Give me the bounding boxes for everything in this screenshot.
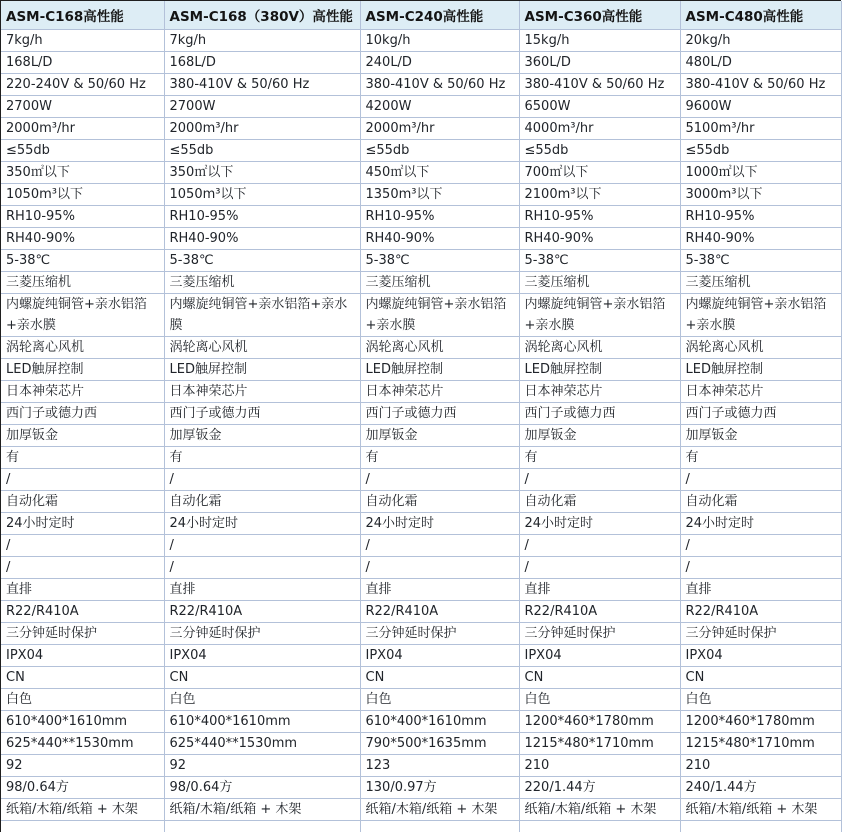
table-row: [1, 578, 841, 600]
table-cell: 白色: [360, 688, 519, 710]
table-cell: IPX04: [164, 644, 360, 666]
table-cell: 5-38℃: [519, 249, 680, 271]
table-cell: 三菱压缩机: [680, 271, 841, 293]
table-cell: /: [360, 556, 519, 578]
table-cell-empty: [1, 820, 164, 832]
table-cell: 内螺旋纯铜管+亲水铝箔+亲水膜: [360, 293, 519, 336]
table-cell: 西门子或德力西: [1, 402, 164, 424]
table-row: [1, 293, 841, 336]
table-cell: RH40-90%: [519, 227, 680, 249]
table-cell: 日本神荣芯片: [1, 380, 164, 402]
column-header: ASM-C360高性能: [519, 1, 680, 29]
table-row: [1, 710, 841, 732]
table-row: [1, 336, 841, 358]
table-cell: /: [519, 468, 680, 490]
table-cell: 4200W: [360, 95, 519, 117]
table-row: [1, 666, 841, 688]
table-cell: 有: [360, 446, 519, 468]
table-cell: 自动化霜: [360, 490, 519, 512]
partial-empty-row: [1, 820, 841, 832]
table-cell: 西门子或德力西: [164, 402, 360, 424]
table-cell: 20kg/h: [680, 29, 841, 51]
product-spec-table: [1, 1, 842, 832]
table-cell: 24小时定时: [360, 512, 519, 534]
table-cell: 168L/D: [164, 51, 360, 73]
table-cell: 有: [519, 446, 680, 468]
table-cell: 白色: [164, 688, 360, 710]
table-cell: 涡轮离心风机: [164, 336, 360, 358]
table-cell: 涡轮离心风机: [1, 336, 164, 358]
table-cell: 168L/D: [1, 51, 164, 73]
column-header: ASM-C168高性能: [1, 1, 164, 29]
table-cell: 1200*460*1780mm: [680, 710, 841, 732]
table-cell: 内螺旋纯铜管+亲水铝箔+亲水膜: [164, 293, 360, 336]
table-cell: IPX04: [680, 644, 841, 666]
table-cell: /: [360, 534, 519, 556]
table-cell: 纸箱/木箱/纸箱 + 木架: [1, 798, 164, 820]
table-cell: RH40-90%: [1, 227, 164, 249]
table-cell: 白色: [519, 688, 680, 710]
table-cell: R22/R410A: [1, 600, 164, 622]
table-cell: 涡轮离心风机: [519, 336, 680, 358]
table-cell: R22/R410A: [519, 600, 680, 622]
table-cell: 1350m³以下: [360, 183, 519, 205]
table-cell: 涡轮离心风机: [680, 336, 841, 358]
table-cell: 380-410V & 50/60 Hz: [680, 73, 841, 95]
table-cell: IPX04: [519, 644, 680, 666]
table-cell: 625*440**1530mm: [164, 732, 360, 754]
table-cell: /: [519, 556, 680, 578]
table-cell: 5100m³/hr: [680, 117, 841, 139]
table-cell: 三分钟延时保护: [519, 622, 680, 644]
table-cell: 白色: [680, 688, 841, 710]
table-cell: 2700W: [164, 95, 360, 117]
table-cell: 加厚钣金: [164, 424, 360, 446]
table-cell: 日本神荣芯片: [519, 380, 680, 402]
table-cell-empty: [360, 820, 519, 832]
table-cell: 三菱压缩机: [164, 271, 360, 293]
table-cell: 加厚钣金: [519, 424, 680, 446]
table-row: [1, 556, 841, 578]
table-cell: 加厚钣金: [680, 424, 841, 446]
table-cell: LED触屏控制: [360, 358, 519, 380]
table-row: [1, 468, 841, 490]
table-cell: /: [164, 468, 360, 490]
table-cell: 24小时定时: [680, 512, 841, 534]
header-row: [1, 1, 841, 29]
table-row: [1, 29, 841, 51]
table-cell: 直排: [1, 578, 164, 600]
table-cell: 700㎡以下: [519, 161, 680, 183]
table-row: [1, 776, 841, 798]
table-row: [1, 139, 841, 161]
table-cell: 1215*480*1710mm: [519, 732, 680, 754]
table-cell: /: [1, 556, 164, 578]
table-row: [1, 402, 841, 424]
column-header: ASM-C168（380V）高性能: [164, 1, 360, 29]
table-cell: 24小时定时: [1, 512, 164, 534]
table-cell: 直排: [680, 578, 841, 600]
table-row: [1, 51, 841, 73]
table-row: [1, 534, 841, 556]
table-cell: 480L/D: [680, 51, 841, 73]
table-cell: 西门子或德力西: [680, 402, 841, 424]
table-row: [1, 490, 841, 512]
table-cell: 3000m³以下: [680, 183, 841, 205]
table-row: [1, 622, 841, 644]
table-cell: 210: [680, 754, 841, 776]
table-cell: 790*500*1635mm: [360, 732, 519, 754]
table-cell: /: [519, 534, 680, 556]
table-cell: 加厚钣金: [360, 424, 519, 446]
table-cell: 直排: [360, 578, 519, 600]
table-cell: 1200*460*1780mm: [519, 710, 680, 732]
table-row: [1, 446, 841, 468]
table-cell: RH10-95%: [1, 205, 164, 227]
table-cell: 360L/D: [519, 51, 680, 73]
table-cell: IPX04: [360, 644, 519, 666]
table-row: [1, 95, 841, 117]
table-cell: 纸箱/木箱/纸箱 + 木架: [519, 798, 680, 820]
table-cell: LED触屏控制: [680, 358, 841, 380]
table-cell: 123: [360, 754, 519, 776]
table-cell: 1215*480*1710mm: [680, 732, 841, 754]
table-cell: 610*400*1610mm: [164, 710, 360, 732]
table-cell: 380-410V & 50/60 Hz: [164, 73, 360, 95]
table-cell: RH10-95%: [519, 205, 680, 227]
table-cell: 涡轮离心风机: [360, 336, 519, 358]
table-cell: ≤55db: [519, 139, 680, 161]
table-cell: /: [164, 556, 360, 578]
column-header: ASM-C240高性能: [360, 1, 519, 29]
table-cell: 9600W: [680, 95, 841, 117]
table-cell: 2700W: [1, 95, 164, 117]
table-cell: 内螺旋纯铜管+亲水铝箔+亲水膜: [519, 293, 680, 336]
table-row: [1, 754, 841, 776]
table-cell: 15kg/h: [519, 29, 680, 51]
table-cell: CN: [1, 666, 164, 688]
table-cell: LED触屏控制: [519, 358, 680, 380]
table-cell: RH40-90%: [680, 227, 841, 249]
table-cell-empty: [680, 820, 841, 832]
table-row: [1, 600, 841, 622]
table-cell: 92: [1, 754, 164, 776]
table-cell: /: [1, 534, 164, 556]
table-cell: 98/0.64方: [164, 776, 360, 798]
table-cell: RH10-95%: [164, 205, 360, 227]
table-cell: R22/R410A: [360, 600, 519, 622]
table-cell: RH40-90%: [164, 227, 360, 249]
table-row: [1, 73, 841, 95]
table-cell: 220-240V & 50/60 Hz: [1, 73, 164, 95]
table-row: [1, 732, 841, 754]
table-cell: 内螺旋纯铜管+亲水铝箔+亲水膜: [680, 293, 841, 336]
table-cell: /: [164, 534, 360, 556]
column-header: ASM-C480高性能: [680, 1, 841, 29]
table-cell: 有: [1, 446, 164, 468]
table-cell: 380-410V & 50/60 Hz: [519, 73, 680, 95]
table-row: [1, 117, 841, 139]
table-row: [1, 183, 841, 205]
table-row: [1, 688, 841, 710]
table-cell: 1050m³以下: [164, 183, 360, 205]
table-cell: 92: [164, 754, 360, 776]
table-cell: 610*400*1610mm: [1, 710, 164, 732]
table-cell: 350㎡以下: [164, 161, 360, 183]
table-cell: RH10-95%: [680, 205, 841, 227]
table-row: [1, 424, 841, 446]
table-cell: ≤55db: [1, 139, 164, 161]
table-cell: 日本神荣芯片: [164, 380, 360, 402]
table-cell: 西门子或德力西: [360, 402, 519, 424]
table-cell: 98/0.64方: [1, 776, 164, 798]
table-cell: 350㎡以下: [1, 161, 164, 183]
table-cell: 1050m³以下: [1, 183, 164, 205]
table-cell: 三菱压缩机: [519, 271, 680, 293]
table-row: [1, 271, 841, 293]
table-row: [1, 249, 841, 271]
table-cell: CN: [164, 666, 360, 688]
table-cell: LED触屏控制: [1, 358, 164, 380]
table-cell: 内螺旋纯铜管+亲水铝箔+亲水膜: [1, 293, 164, 336]
table-cell: RH40-90%: [360, 227, 519, 249]
table-cell: 24小时定时: [164, 512, 360, 534]
table-cell: 2000m³/hr: [360, 117, 519, 139]
table-cell-empty: [519, 820, 680, 832]
table-cell: /: [1, 468, 164, 490]
table-cell: 有: [680, 446, 841, 468]
table-cell: 1000㎡以下: [680, 161, 841, 183]
table-cell: 7kg/h: [164, 29, 360, 51]
table-cell: 7kg/h: [1, 29, 164, 51]
table-cell: 450㎡以下: [360, 161, 519, 183]
table-cell: 2000m³/hr: [1, 117, 164, 139]
table-cell: 西门子或德力西: [519, 402, 680, 424]
table-cell: 625*440**1530mm: [1, 732, 164, 754]
table-cell: RH10-95%: [360, 205, 519, 227]
table-cell: CN: [519, 666, 680, 688]
table-cell: 三分钟延时保护: [164, 622, 360, 644]
table-cell: ≤55db: [164, 139, 360, 161]
table-cell: /: [680, 534, 841, 556]
table-cell: 2100m³以下: [519, 183, 680, 205]
table-cell: 三菱压缩机: [360, 271, 519, 293]
table-cell: IPX04: [1, 644, 164, 666]
table-cell: 纸箱/木箱/纸箱 + 木架: [164, 798, 360, 820]
table-row: [1, 205, 841, 227]
table-cell: 130/0.97方: [360, 776, 519, 798]
table-cell: LED触屏控制: [164, 358, 360, 380]
table-cell: 三分钟延时保护: [1, 622, 164, 644]
table-cell: 380-410V & 50/60 Hz: [360, 73, 519, 95]
table-cell: 日本神荣芯片: [360, 380, 519, 402]
table-cell: 自动化霜: [164, 490, 360, 512]
table-row: [1, 644, 841, 666]
table-cell: R22/R410A: [164, 600, 360, 622]
table-cell: 4000m³/hr: [519, 117, 680, 139]
table-cell: 10kg/h: [360, 29, 519, 51]
table-row: [1, 358, 841, 380]
table-cell: 24小时定时: [519, 512, 680, 534]
table-cell: 三分钟延时保护: [680, 622, 841, 644]
table-cell: 有: [164, 446, 360, 468]
table-cell: CN: [680, 666, 841, 688]
table-cell: 加厚钣金: [1, 424, 164, 446]
table-cell: 三分钟延时保护: [360, 622, 519, 644]
table-cell: /: [360, 468, 519, 490]
table-row: [1, 161, 841, 183]
table-cell: R22/R410A: [680, 600, 841, 622]
table-row: [1, 227, 841, 249]
table-cell: 5-38℃: [1, 249, 164, 271]
table-cell: ≤55db: [680, 139, 841, 161]
table-cell: 日本神荣芯片: [680, 380, 841, 402]
table-cell: 240/1.44方: [680, 776, 841, 798]
table-cell: 5-38℃: [360, 249, 519, 271]
table-cell: /: [680, 556, 841, 578]
table-cell: 610*400*1610mm: [360, 710, 519, 732]
table-cell: 纸箱/木箱/纸箱 + 木架: [360, 798, 519, 820]
table-row: [1, 512, 841, 534]
table-cell: 220/1.44方: [519, 776, 680, 798]
table-row: [1, 380, 841, 402]
table-cell: 2000m³/hr: [164, 117, 360, 139]
table-cell: ≤55db: [360, 139, 519, 161]
table-cell: /: [680, 468, 841, 490]
table-cell: 6500W: [519, 95, 680, 117]
table-row: [1, 798, 841, 820]
table-cell: 自动化霜: [680, 490, 841, 512]
table-cell-empty: [164, 820, 360, 832]
table-cell: 白色: [1, 688, 164, 710]
table-cell: 5-38℃: [164, 249, 360, 271]
table-cell: 直排: [164, 578, 360, 600]
table-cell: 三菱压缩机: [1, 271, 164, 293]
table-cell: CN: [360, 666, 519, 688]
table-cell: 直排: [519, 578, 680, 600]
table-cell: 纸箱/木箱/纸箱 + 木架: [680, 798, 841, 820]
table-cell: 210: [519, 754, 680, 776]
table-cell: 自动化霜: [519, 490, 680, 512]
table-cell: 240L/D: [360, 51, 519, 73]
table-cell: 5-38℃: [680, 249, 841, 271]
table-cell: 自动化霜: [1, 490, 164, 512]
